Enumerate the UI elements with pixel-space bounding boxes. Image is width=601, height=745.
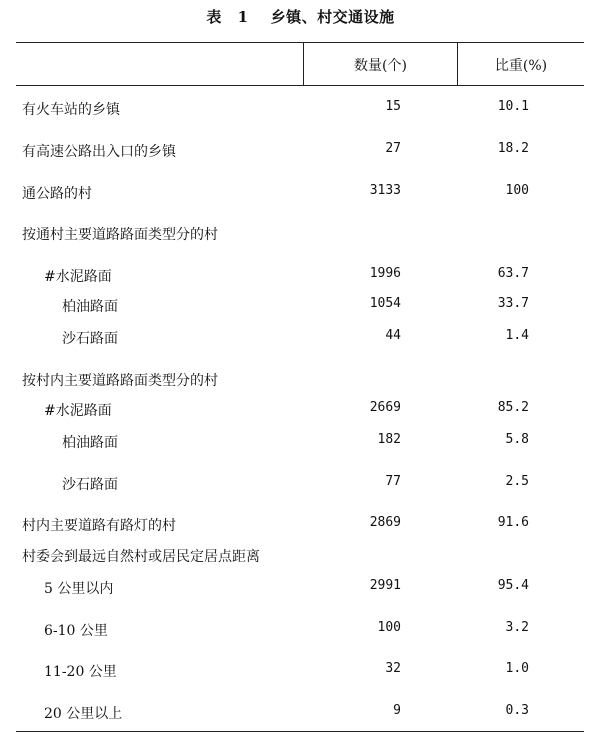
- table-row: [0, 328, 601, 348]
- row-ratio: 95.4: [497, 578, 529, 593]
- row-label: 按通村主要道路路面类型分的村: [22, 227, 218, 243]
- table-row: [0, 266, 601, 286]
- row-label: 沙石路面: [62, 331, 118, 347]
- row-ratio: 0.3: [505, 703, 529, 718]
- row-count: 32: [385, 661, 401, 676]
- header-rule: [16, 85, 584, 86]
- row-count: 15: [385, 99, 401, 114]
- row-label: 20 公里以上: [44, 706, 123, 722]
- table-row: [0, 99, 601, 119]
- row-ratio: 18.2: [497, 141, 529, 156]
- row-ratio: 33.7: [497, 296, 529, 311]
- bottom-rule: [16, 731, 584, 732]
- row-count: 44: [385, 328, 401, 343]
- row-label: 村委会到最远自然村或居民定居点距离: [22, 549, 260, 565]
- table-row: [0, 370, 601, 390]
- row-count: 1996: [369, 266, 401, 281]
- row-label: 村内主要道路有路灯的村: [22, 518, 176, 534]
- row-label: 11-20 公里: [44, 664, 117, 680]
- row-count: 1054: [369, 296, 401, 311]
- row-count: 100: [377, 620, 401, 635]
- row-ratio: 3.2: [505, 620, 529, 635]
- table-row: [0, 400, 601, 420]
- row-label: 通公路的村: [22, 186, 92, 202]
- table-row: [0, 620, 601, 640]
- row-ratio: 91.6: [497, 515, 529, 530]
- row-label: 柏油路面: [62, 299, 118, 315]
- table-row: [0, 296, 601, 316]
- row-count: 77: [385, 474, 401, 489]
- row-label: 有火车站的乡镇: [22, 102, 120, 118]
- table-caption: 乡镇、村交通设施: [270, 8, 395, 26]
- table-row: [0, 578, 601, 598]
- row-count: 2669: [369, 400, 401, 415]
- table-title: [0, 6, 601, 27]
- table-row: [0, 515, 601, 535]
- row-count: 9: [393, 703, 401, 718]
- row-ratio: 5.8: [505, 432, 529, 447]
- row-ratio: 100: [505, 183, 529, 198]
- row-label: 沙石路面: [62, 477, 118, 493]
- row-ratio: 1.4: [505, 328, 529, 343]
- row-ratio: 63.7: [497, 266, 529, 281]
- top-rule: [16, 42, 584, 43]
- row-label: 5 公里以内: [44, 581, 114, 597]
- row-count: 182: [377, 432, 401, 447]
- row-ratio: 1.0: [505, 661, 529, 676]
- row-ratio: 10.1: [497, 99, 529, 114]
- row-count: 27: [385, 141, 401, 156]
- table-row: [0, 474, 601, 494]
- row-label: #水泥路面: [44, 403, 112, 419]
- table-row: [0, 661, 601, 681]
- row-ratio: 2.5: [505, 474, 529, 489]
- table-row: [0, 432, 601, 452]
- table-row: [0, 546, 601, 566]
- row-count: 2869: [369, 515, 401, 530]
- row-label: 有高速公路出入口的乡镇: [22, 144, 176, 160]
- row-count: 2991: [369, 578, 401, 593]
- header-ratio: 比重(%): [494, 58, 548, 74]
- header-count: 数量(个): [354, 58, 407, 74]
- table-row: [0, 141, 601, 161]
- table-row: [0, 183, 601, 203]
- table-row: [0, 224, 601, 244]
- table-row: [0, 703, 601, 723]
- row-label: #水泥路面: [44, 269, 112, 285]
- row-count: 3133: [369, 183, 401, 198]
- row-ratio: 85.2: [497, 400, 529, 415]
- table-number: 表 1: [206, 8, 249, 26]
- row-label: 按村内主要道路路面类型分的村: [22, 373, 218, 389]
- row-label: 6-10 公里: [44, 623, 108, 639]
- row-label: 柏油路面: [62, 435, 118, 451]
